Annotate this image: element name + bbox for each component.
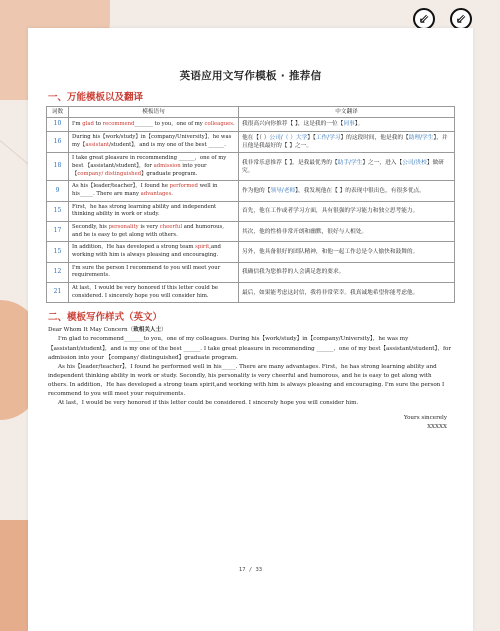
text-segment: 首先，他在工作或者学习方面，具有很强的学习能力和独立思考能力。 <box>242 208 419 215</box>
highlighted-text: 领导/老师 <box>270 187 296 194</box>
back-arrow-icon[interactable]: ⇙ <box>413 8 435 30</box>
text-segment: 】，我发现他在【 <box>295 187 340 194</box>
highlighted-text: 公司/贵校 <box>402 159 427 166</box>
translation-cell <box>239 242 455 262</box>
template-sentence-cell <box>69 262 239 282</box>
section-heading-templates: 一、万能模板以及翻译 <box>48 92 144 103</box>
text-segment: Secondly, his <box>72 224 109 231</box>
text-segment: _______ to you，one of my <box>134 120 205 127</box>
highlighted-text: glad <box>82 120 94 127</box>
table-row <box>47 201 455 221</box>
text-segment: into your【 <box>72 163 207 177</box>
text-segment: 】，这是我的一位【 <box>295 121 344 128</box>
word-count-cell: 9 <box>47 181 69 201</box>
text-segment: 】graduate program. <box>141 170 198 177</box>
highlighted-text: performed <box>169 183 198 190</box>
table-row <box>47 222 455 242</box>
word-count-cell: 15 <box>47 242 69 262</box>
text-segment: is very <box>138 224 160 231</box>
template-sentence-cell <box>69 131 239 153</box>
section-heading-sample: 二、模板写作样式（英文） <box>48 312 163 324</box>
text-segment: 另外，他具备很好的团队精神，和他一起工作总是令人愉快和鼓舞的。 <box>242 248 419 255</box>
text-segment: 】做研究。 <box>242 159 444 174</box>
translation-cell <box>239 131 455 153</box>
letter-paragraph-3: At last，I would be very honored if this letter could be considered. I sincerely hope you will consider him. <box>58 399 359 406</box>
word-count-cell: 16 <box>47 131 69 153</box>
text-segment: 我确信我为您推荐的人会满足您的要求。 <box>242 269 345 276</box>
highlighted-text: company/ distinguished <box>77 170 142 177</box>
table-row <box>47 283 455 303</box>
text-segment: 】的这段时间，他是我的【 <box>340 134 409 141</box>
text-segment: First，he has strong learning ability and independent thinking ability in work or study. <box>72 203 217 218</box>
letter-paragraph-1: I'm glad to recommend_______to you，one of my colleagues. During his【work/study】in【company/University】，he was my【assistant/student】，and is my one of the best ______. I take great pleasure in recommending ______，one of my best【assistant/student】，for admission into your 【company/ distinguished】graduate program. <box>48 336 452 361</box>
document-page <box>28 28 473 631</box>
letter-closing: Yours sincerely <box>403 414 447 421</box>
text-segment: 】，是我最优秀的【 <box>289 159 338 166</box>
header-chinese-translation: 中文翻译 <box>239 107 455 118</box>
translation-cell <box>239 118 455 132</box>
highlighted-text: assistant <box>85 142 110 149</box>
template-table <box>46 106 455 303</box>
highlighted-text: advantages <box>140 191 172 198</box>
word-count-cell: 10 <box>47 118 69 132</box>
template-sentence-cell <box>69 118 239 132</box>
text-segment: 】，并且他是我最好的【 <box>242 134 448 150</box>
salutation-cn: 致相关人士 <box>133 327 162 334</box>
highlighted-text: 公司/（ ）大学 <box>269 134 308 141</box>
text-segment: 】之一。 <box>289 143 313 150</box>
back-arrow-icon[interactable]: ⇙ <box>450 8 472 30</box>
highlighted-text: 工作/学习 <box>315 134 341 141</box>
highlighted-text: cheerful <box>159 224 183 231</box>
text-segment: 作为他的【 <box>242 187 271 194</box>
word-count-cell: 12 <box>47 262 69 282</box>
letter-signoff <box>46 414 455 433</box>
text-segment: and humorous, and he is easy to get along with others. <box>72 224 224 238</box>
template-sentence-cell <box>69 201 239 221</box>
text-segment: 】的表现中很出色，有很多优点。 <box>339 187 425 194</box>
table-row <box>47 242 455 262</box>
page-number: 17 / 33 <box>238 567 263 573</box>
text-segment: I'm <box>72 120 83 127</box>
text-segment: At last，I would be very honored if this letter could be considered. I sincerely hope you will consider him. <box>72 285 218 299</box>
highlighted-text: 助手/学生 <box>337 159 363 166</box>
text-segment: 其次，他的性格非常开朗和幽默，很好与人相处。 <box>242 228 368 235</box>
text-segment: well in his_____. There are many <box>72 183 218 198</box>
template-sentence-cell <box>69 153 239 181</box>
text-segment: During his【work/study】in【company/University】，he was my【 <box>72 134 232 149</box>
translation-cell <box>239 181 455 201</box>
translation-cell <box>239 222 455 242</box>
text-segment: /student】，and is my one of the best ______. <box>109 142 226 149</box>
highlighted-text: 助理/学生 <box>408 134 434 141</box>
text-segment: . <box>171 191 173 198</box>
template-sentence-cell <box>69 242 239 262</box>
table-row <box>47 131 455 153</box>
table-row <box>47 262 455 282</box>
table-row <box>47 118 455 132</box>
highlighted-text: recommend <box>102 120 135 127</box>
text-segment: 我很高兴向你推荐【 <box>242 121 294 128</box>
text-segment: 他在【（ ） <box>242 134 270 141</box>
highlighted-text: personality <box>108 224 139 231</box>
letter-salutation <box>48 326 453 335</box>
text-segment: I'm sure the person I recommend to you will meet your requirements. <box>72 264 221 279</box>
highlighted-text: colleagues <box>204 120 233 127</box>
word-count-cell: 21 <box>47 283 69 303</box>
sample-letter <box>46 326 455 407</box>
text-segment: 我非常乐意推荐【 <box>242 159 288 166</box>
text-segment: ,and working with him is always pleasing and encouraging. <box>72 244 221 259</box>
table-header-row <box>47 107 455 118</box>
translation-cell <box>239 283 455 303</box>
template-sentence-cell <box>69 222 239 242</box>
table-row <box>47 153 455 181</box>
text-segment: 最后，如果能考虑这封信，我将非常荣幸。我真诚地希望你能考虑他。 <box>242 289 419 296</box>
header-word-count: 词数 <box>47 107 69 118</box>
word-count-cell: 18 <box>47 153 69 181</box>
text-segment: 】。 <box>354 121 364 128</box>
word-count-cell: 17 <box>47 222 69 242</box>
text-segment: . <box>232 120 235 127</box>
page-title: 英语应用文写作模板 · 推荐信 <box>179 70 322 82</box>
highlighted-text: 同事 <box>343 121 355 128</box>
text-segment: 】【 <box>307 134 316 141</box>
template-sentence-cell <box>69 181 239 201</box>
table-row <box>47 181 455 201</box>
letter-signature: XXXXX <box>427 424 447 431</box>
letter-paragraph-2: As his【leader/teacher】，I found he performed well in his_____. There are many advantages. First，he has strong learning ability and independent thinking ability in work or study. Secondly, his personality is very cheerful and humorous, and he is easy to get along with others. In addition，He has developed a strong team spirit,and working with him is always pleasing and encouraging. I'm sure the person I recommend to you will meet your requirements. <box>48 363 445 397</box>
translation-cell <box>239 262 455 282</box>
text-segment: As his【leader/teacher】，I found he <box>72 183 170 190</box>
template-sentence-cell <box>69 283 239 303</box>
translation-cell <box>239 153 455 181</box>
word-count-cell: 15 <box>47 201 69 221</box>
highlighted-text: spirit <box>195 244 210 251</box>
text-segment: 】之一，进入【 <box>362 159 403 166</box>
highlighted-text: admission <box>153 163 181 169</box>
text-segment: In addition，He has developed a strong team <box>72 244 196 251</box>
text-segment: to <box>93 120 103 127</box>
header-template-sentence: 模板语句 <box>69 107 239 118</box>
salutation-end: ） <box>161 327 167 334</box>
translation-cell <box>239 201 455 221</box>
salutation-text: Dear Whom It May Concern（ <box>48 327 134 334</box>
text-segment: I take great pleasure in recommending ______，one of my best 【assistant/student】，for <box>72 155 227 169</box>
